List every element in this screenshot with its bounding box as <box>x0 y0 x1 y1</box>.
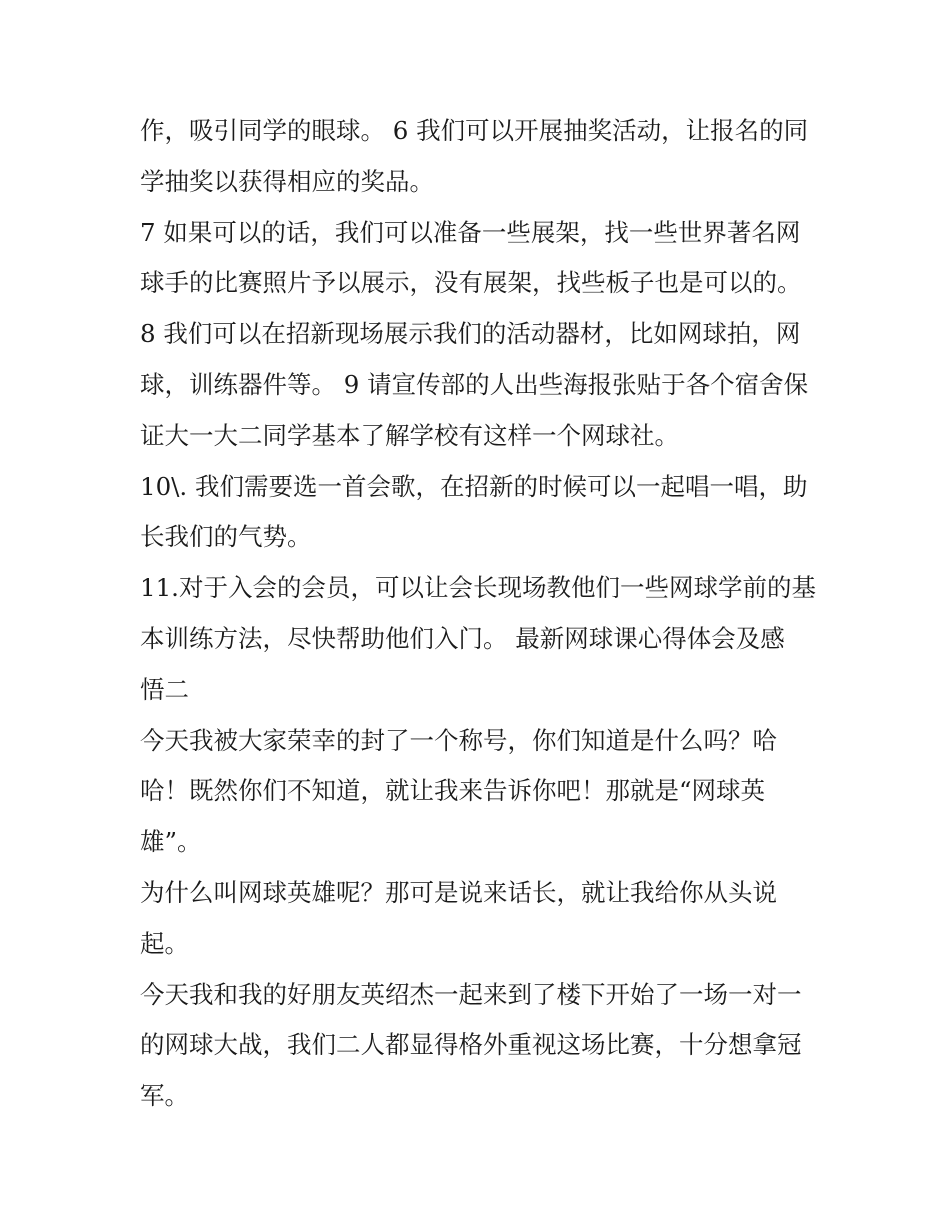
text-line: 今天我和我的好朋友英绍杰一起来到了楼下开始了一场一对一 <box>140 979 802 1009</box>
text-line: 10\. 我们需要选一首会歌，在招新的时候可以一起唱一唱，助 <box>140 471 808 501</box>
text-line: 雄”。 <box>140 827 202 857</box>
text-line: 本训练方法，尽快帮助他们入门。 最新网球课心得体会及感 <box>140 623 785 653</box>
text-line: 作，吸引同学的眼球。 6 我们可以开展抽奖活动，让报名的同 <box>140 116 809 145</box>
text-line: 球手的比赛照片予以展示，没有展架，找些板子也是可以的。 <box>140 268 802 298</box>
text-line: 球，训练器件等。 9 请宣传部的人出些海报张贴于各个宿舍保 <box>140 369 809 399</box>
text-line: 军。 <box>140 1081 189 1111</box>
text-line: 7 如果可以的话，我们可以准备一些展架，找一些世界著名网 <box>140 217 801 247</box>
text-line: 起。 <box>140 928 189 958</box>
text-line: 证大一大二同学基本了解学校有这样一个网球社。 <box>140 420 679 450</box>
text-line: 今天我被大家荣幸的封了一个称号，你们知道是什么吗？哈 <box>140 725 777 755</box>
text-line: 的网球大战，我们二人都显得格外重视这场比赛，十分想拿冠 <box>140 1030 802 1060</box>
text-line: 11.对于入会的会员，可以让会长现场教他们一些网球学前的基 <box>140 573 816 603</box>
text-line: 长我们的气势。 <box>140 522 312 552</box>
text-line: 哈！既然你们不知道，就让我来告诉你吧！那就是“网球英 <box>140 776 766 806</box>
text-line: 8 我们可以在招新现场展示我们的活动器材，比如网球拍，网 <box>140 319 801 349</box>
text-line: 为什么叫网球英雄呢？那可是说来话长，就让我给你从头说 <box>140 877 777 907</box>
document-body <box>140 106 820 1122</box>
text-line: 悟二 <box>140 674 189 704</box>
text-line: 学抽奖以获得相应的奖品。 <box>140 166 434 196</box>
